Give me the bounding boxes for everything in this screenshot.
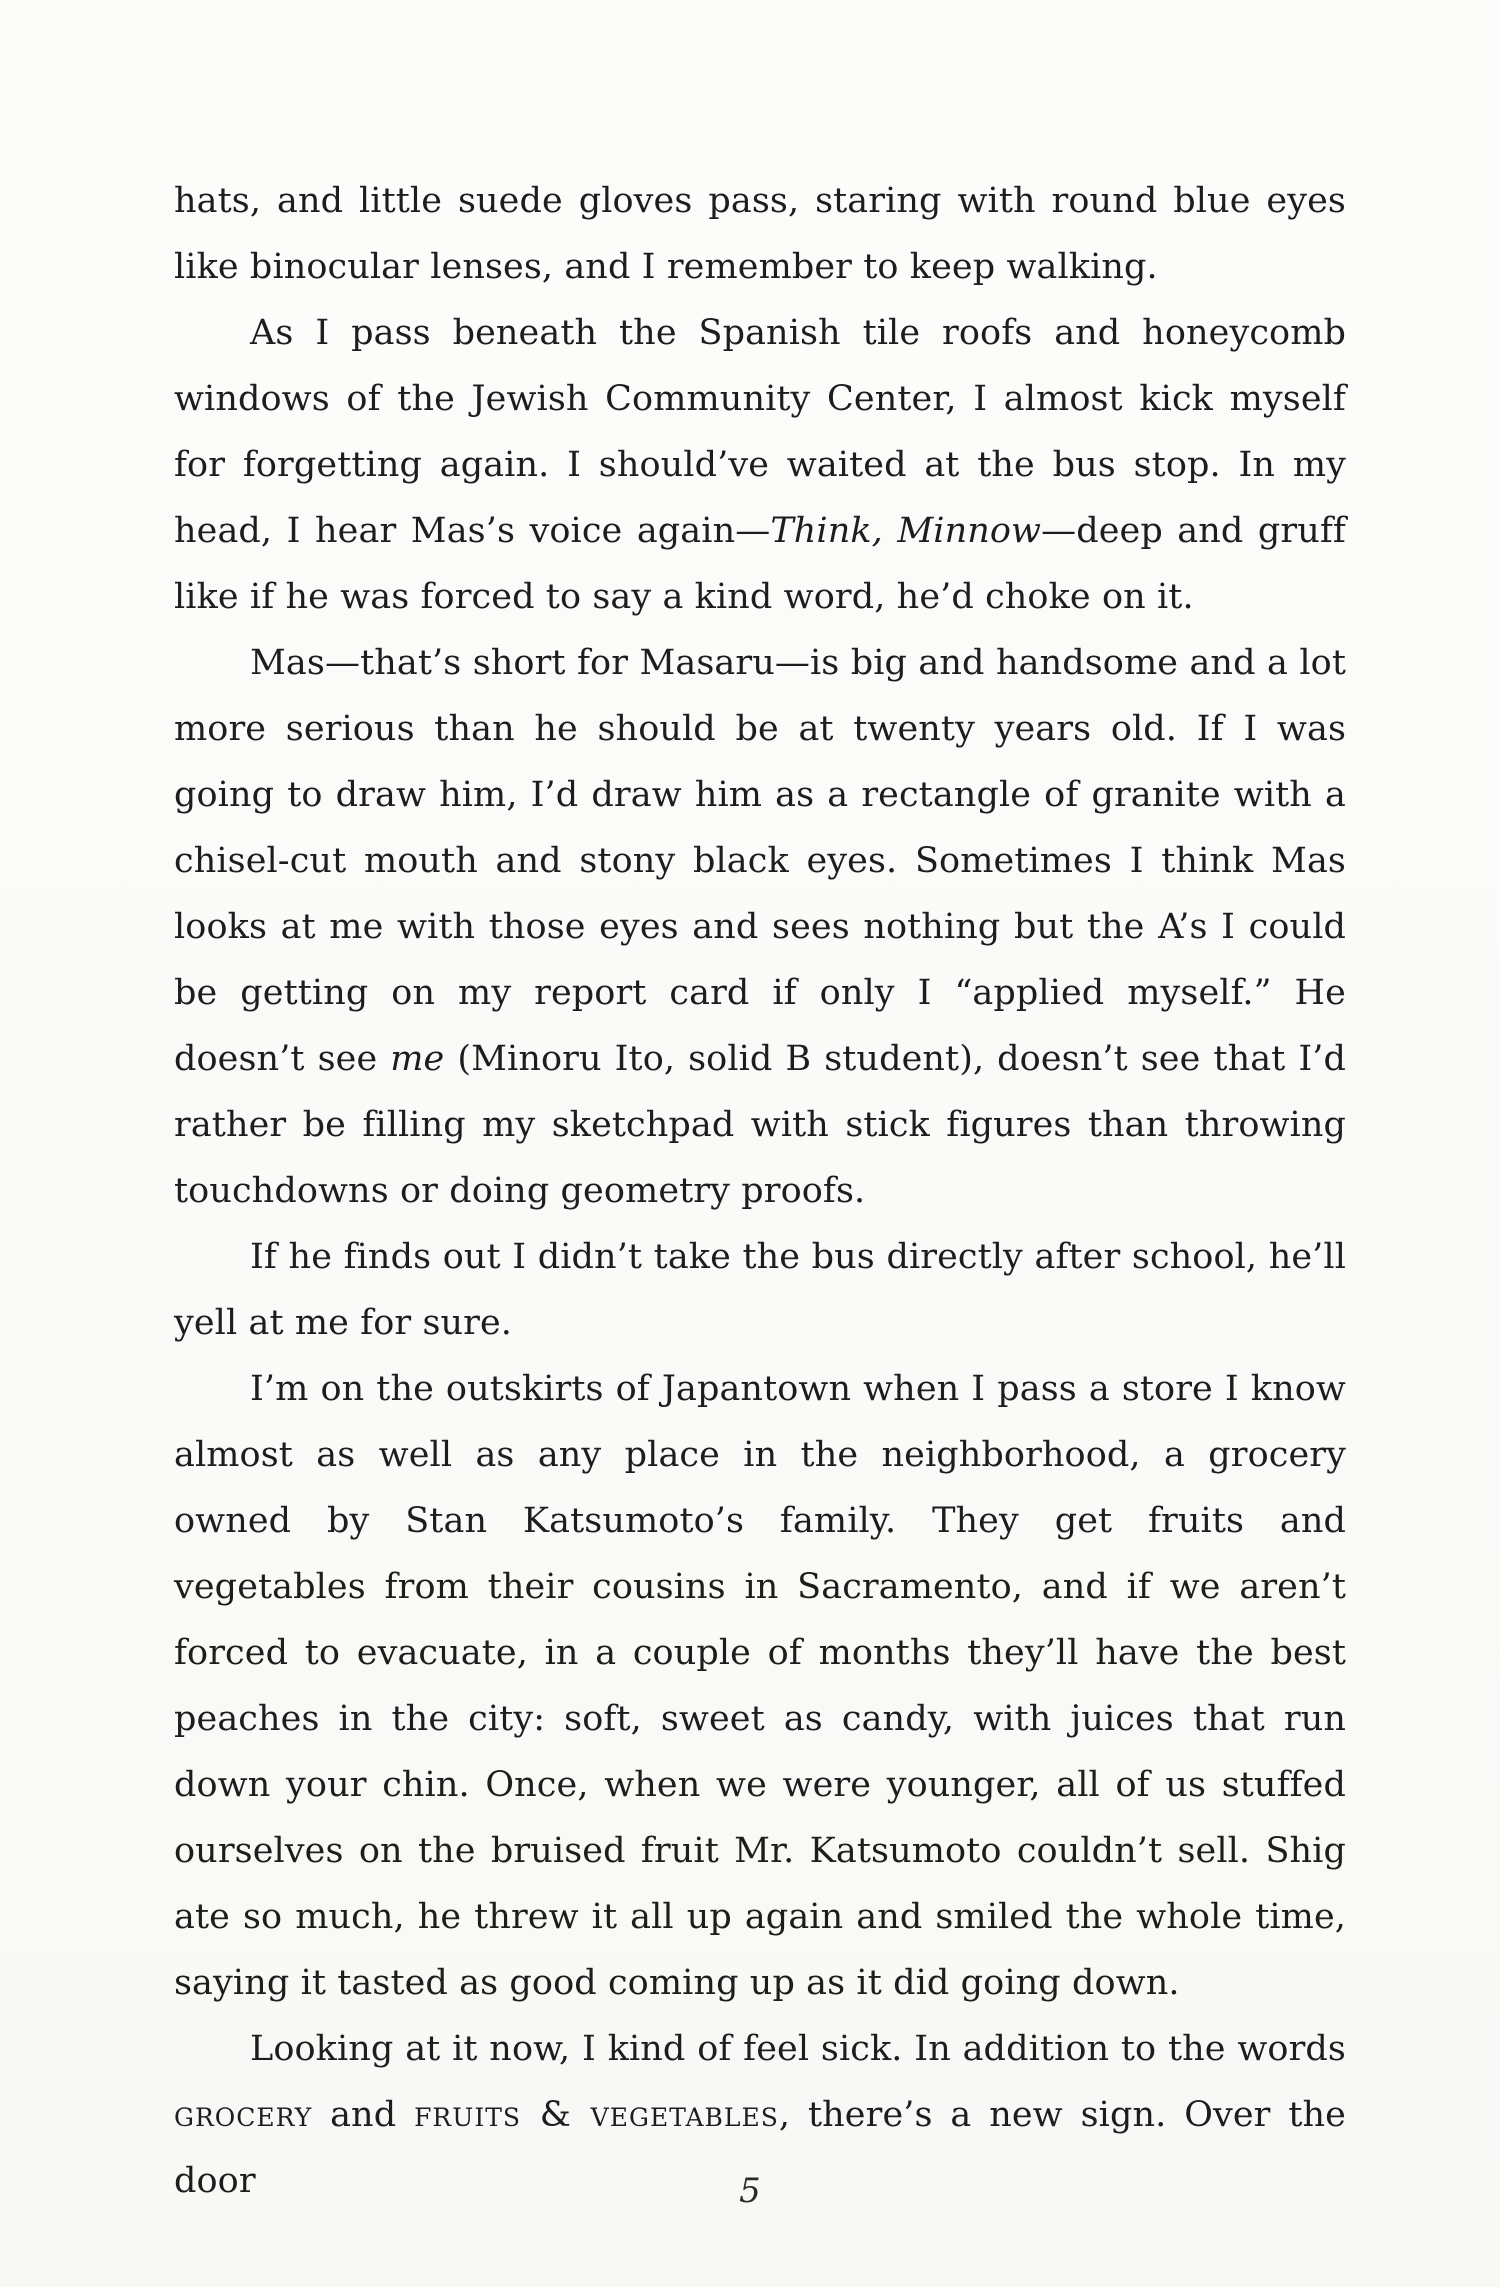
text-run: Mas—that’s short for Masaru—is big and handsome and a lot more serious than he should be at twenty years old. If I was going to draw him, I’d draw him as a rectangle of granite with a chisel-cut mouth and stony black eyes. Sometimes I think Mas looks at me with those eyes and sees nothing but the A’s I could be getting on my report card if only I “applied myself.” He doesn’t see (174, 643, 1346, 1079)
paragraph (174, 630, 1346, 1224)
italic-text: me (390, 1039, 445, 1079)
text-run: Looking at it now, I kind of feel sick. In addition to the words (250, 2029, 1346, 2069)
text-run: As I pass beneath the Spanish tile roofs and honeycomb windows of the Jewish Community Center, I almost kick myself for forgetting again. I should’ve waited at the bus stop. In my head, I hear Mas’s voice again— (174, 313, 1346, 551)
italic-text: Think, Minnow (770, 511, 1042, 551)
text-run: —deep and gruff like if he was forced to say a kind word, he’d choke on it. (174, 511, 1346, 617)
paragraph (174, 300, 1346, 630)
small-caps-text: fruits & vegetables (414, 2095, 779, 2135)
paragraph: I’m on the outskirts of Japantown when I pass a store I know almost as well as any place in the neighborhood, a grocery owned by Stan Katsumoto’s family. They get fruits and vegetables from their cousins in Sacramento, and if we aren’t forced to evacuate, in a couple of months they’ll have the best peaches in the city: soft, sweet as candy, with juices that run down your chin. Once, when we were younger, all of us stuffed ourselves on the bruised fruit Mr. Katsumoto couldn’t sell. Shig ate so much, he threw it all up again and smiled the whole time, saying it tasted as good coming up as it did going down. (174, 1369, 1346, 2003)
paragraph: hats, and little suede gloves pass, staring with round blue eyes like binocular lenses, and I remember to keep walking. (174, 181, 1346, 287)
paragraph: If he finds out I didn’t take the bus directly after school, he’ll yell at me for sure. (174, 1237, 1346, 1343)
body-text (174, 168, 1346, 2214)
small-caps-text: grocery (174, 2095, 313, 2135)
page-number: 5 (739, 2171, 761, 2211)
text-run: (Minoru Ito, solid B student), doesn’t see that I’d rather be filling my sketchpad with stick figures than throwing touchdowns or doing geometry proofs. (174, 1039, 1346, 1211)
text-run: and (312, 2095, 415, 2135)
text-run: , there’s a new sign. Over the door (174, 2095, 1346, 2201)
